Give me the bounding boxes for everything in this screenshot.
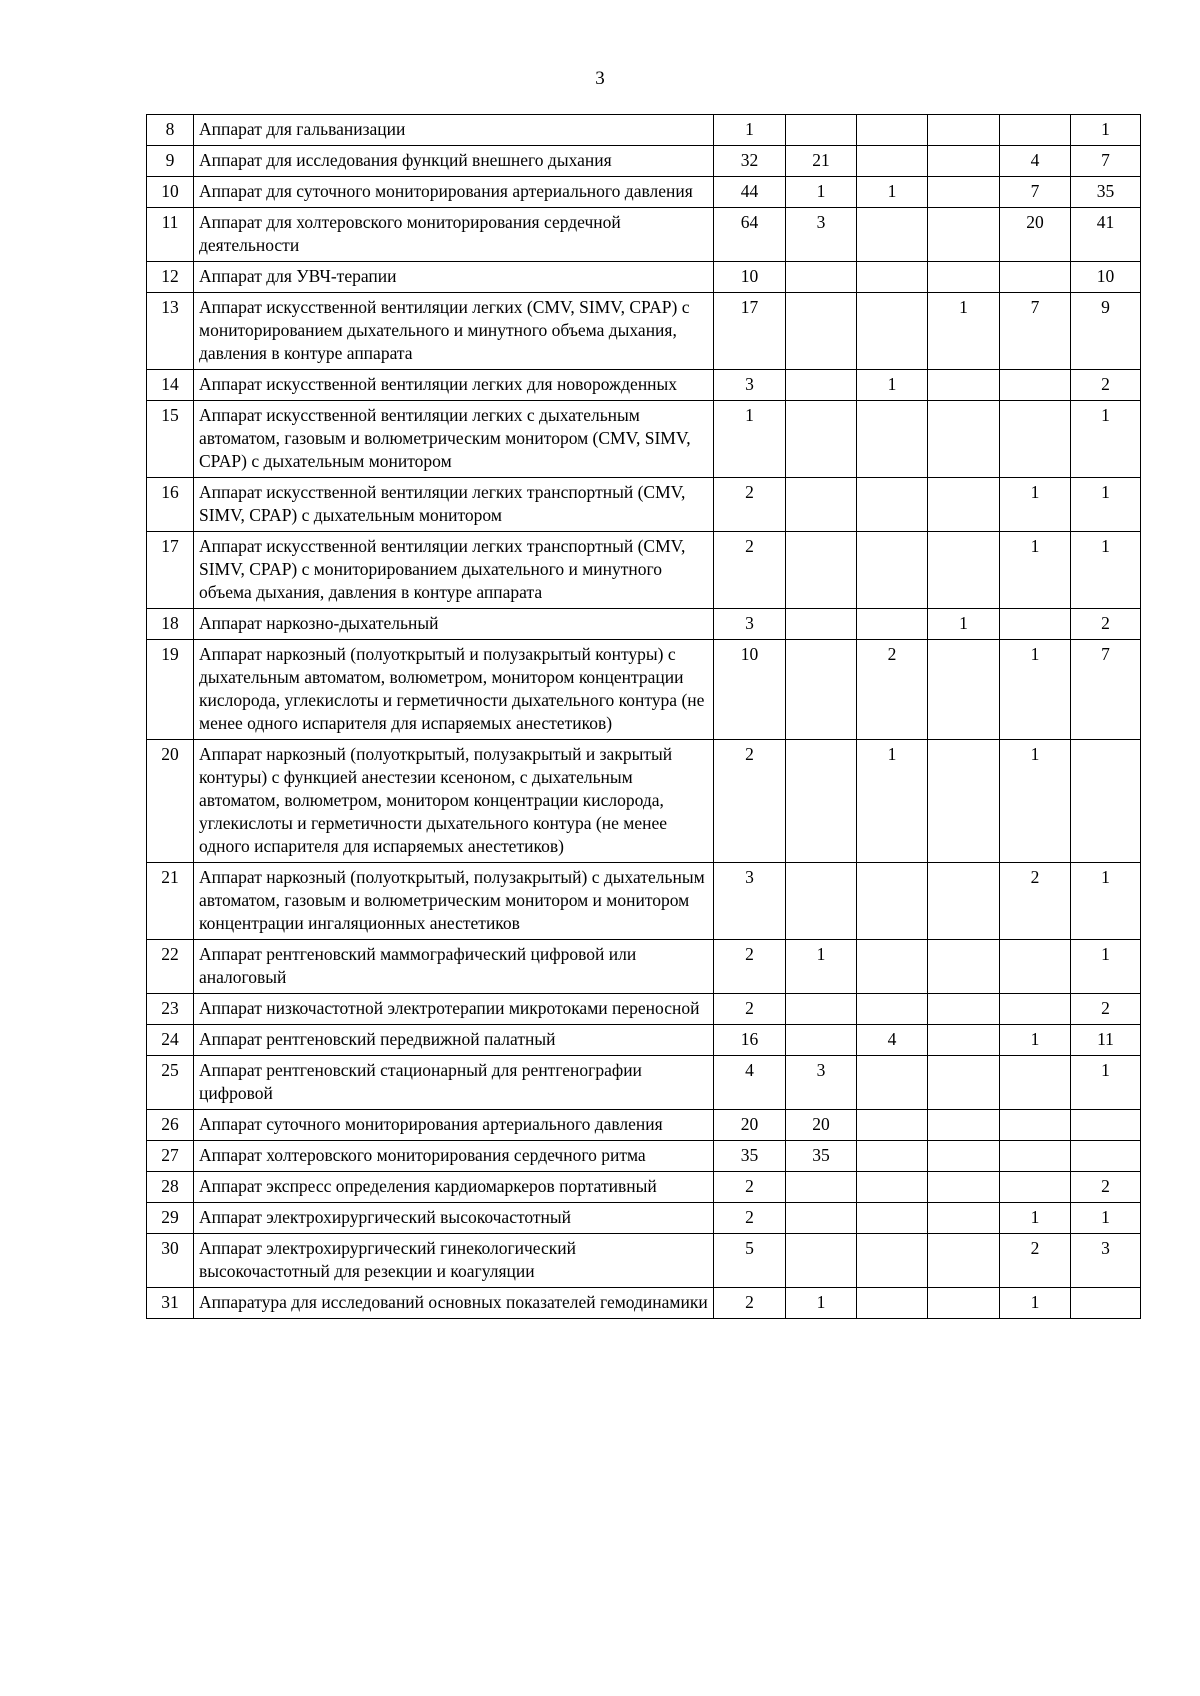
value-cell-6: 41 (1071, 208, 1141, 262)
value-cell-1: 2 (714, 532, 786, 609)
value-cell-5: 7 (1000, 293, 1071, 370)
value-cell-3 (857, 208, 928, 262)
value-cell-1: 5 (714, 1234, 786, 1288)
value-cell-1: 2 (714, 994, 786, 1025)
value-cell-2 (786, 370, 857, 401)
value-cell-2 (786, 115, 857, 146)
value-cell-1: 3 (714, 370, 786, 401)
equipment-name-cell: Аппарат искусственной вентиляции легких транспортный (CMV, SIMV, CPAP) с мониторированием дыхательного и минутного объема дыхания, давления в контуре аппарата (194, 532, 714, 609)
value-cell-4 (928, 1025, 1000, 1056)
value-cell-1: 2 (714, 478, 786, 532)
equipment-name-cell: Аппарат рентгеновский стационарный для рентгенографии цифровой (194, 1056, 714, 1110)
value-cell-1: 2 (714, 740, 786, 863)
row-number-cell: 12 (147, 262, 194, 293)
table-row (147, 1141, 1141, 1172)
value-cell-4 (928, 262, 1000, 293)
row-number-cell: 28 (147, 1172, 194, 1203)
value-cell-5: 1 (1000, 640, 1071, 740)
value-cell-6: 1 (1071, 478, 1141, 532)
equipment-name-cell: Аппарат для исследования функций внешнего дыхания (194, 146, 714, 177)
value-cell-1: 4 (714, 1056, 786, 1110)
value-cell-1: 2 (714, 940, 786, 994)
row-number-cell: 21 (147, 863, 194, 940)
value-cell-2 (786, 1203, 857, 1234)
value-cell-1: 10 (714, 262, 786, 293)
equipment-name-cell: Аппарат искусственной вентиляции легких для новорожденных (194, 370, 714, 401)
row-number-cell: 13 (147, 293, 194, 370)
table-row (147, 478, 1141, 532)
page-number: 3 (595, 68, 605, 89)
value-cell-1: 3 (714, 863, 786, 940)
value-cell-4 (928, 1056, 1000, 1110)
value-cell-3 (857, 1141, 928, 1172)
value-cell-4 (928, 532, 1000, 609)
row-number-cell: 15 (147, 401, 194, 478)
value-cell-3 (857, 1288, 928, 1319)
table-row (147, 640, 1141, 740)
value-cell-2: 1 (786, 1288, 857, 1319)
equipment-name-cell: Аппаратура для исследований основных показателей гемодинамики (194, 1288, 714, 1319)
table-row (147, 609, 1141, 640)
value-cell-1: 20 (714, 1110, 786, 1141)
value-cell-4 (928, 1288, 1000, 1319)
value-cell-2: 21 (786, 146, 857, 177)
equipment-name-cell: Аппарат для холтеровского мониторирования сердечной деятельности (194, 208, 714, 262)
table-row (147, 863, 1141, 940)
value-cell-2 (786, 1172, 857, 1203)
table-row (147, 940, 1141, 994)
value-cell-6: 2 (1071, 370, 1141, 401)
table-row (147, 1203, 1141, 1234)
value-cell-5 (1000, 262, 1071, 293)
table-row (147, 1110, 1141, 1141)
row-number-cell: 11 (147, 208, 194, 262)
table-row (147, 740, 1141, 863)
table-row (147, 1025, 1141, 1056)
equipment-name-cell: Аппарат холтеровского мониторирования сердечного ритма (194, 1141, 714, 1172)
value-cell-4 (928, 1234, 1000, 1288)
value-cell-3 (857, 532, 928, 609)
value-cell-4 (928, 478, 1000, 532)
value-cell-2: 3 (786, 208, 857, 262)
equipment-name-cell: Аппарат искусственной вентиляции легких (CMV, SIMV, CPAP) с мониторированием дыхательного и минутного объема дыхания, давления в контуре аппарата (194, 293, 714, 370)
value-cell-6: 1 (1071, 940, 1141, 994)
row-number-cell: 23 (147, 994, 194, 1025)
value-cell-3 (857, 609, 928, 640)
row-number-cell: 30 (147, 1234, 194, 1288)
value-cell-5: 1 (1000, 478, 1071, 532)
table-row (147, 994, 1141, 1025)
table-row (147, 115, 1141, 146)
value-cell-1: 17 (714, 293, 786, 370)
value-cell-5 (1000, 940, 1071, 994)
value-cell-1: 16 (714, 1025, 786, 1056)
table-row (147, 1288, 1141, 1319)
row-number-cell: 20 (147, 740, 194, 863)
value-cell-1: 2 (714, 1203, 786, 1234)
value-cell-2 (786, 1025, 857, 1056)
value-cell-1: 1 (714, 401, 786, 478)
value-cell-5 (1000, 994, 1071, 1025)
row-number-cell: 10 (147, 177, 194, 208)
value-cell-2 (786, 1234, 857, 1288)
value-cell-3: 1 (857, 740, 928, 863)
value-cell-5: 4 (1000, 146, 1071, 177)
value-cell-3 (857, 1234, 928, 1288)
value-cell-2 (786, 401, 857, 478)
value-cell-3 (857, 994, 928, 1025)
value-cell-3 (857, 1110, 928, 1141)
value-cell-4 (928, 115, 1000, 146)
row-number-cell: 9 (147, 146, 194, 177)
value-cell-5: 1 (1000, 1025, 1071, 1056)
table-row (147, 293, 1141, 370)
row-number-cell: 14 (147, 370, 194, 401)
value-cell-4 (928, 640, 1000, 740)
value-cell-2: 20 (786, 1110, 857, 1141)
value-cell-5 (1000, 115, 1071, 146)
value-cell-2: 3 (786, 1056, 857, 1110)
value-cell-3: 1 (857, 177, 928, 208)
value-cell-3: 4 (857, 1025, 928, 1056)
value-cell-2 (786, 863, 857, 940)
value-cell-2 (786, 640, 857, 740)
value-cell-6: 7 (1071, 146, 1141, 177)
equipment-name-cell: Аппарат искусственной вентиляции легких транспортный (CMV, SIMV, CPAP) с дыхательным монитором (194, 478, 714, 532)
table-row (147, 1056, 1141, 1110)
value-cell-4 (928, 401, 1000, 478)
table-row (147, 146, 1141, 177)
row-number-cell: 31 (147, 1288, 194, 1319)
value-cell-4: 1 (928, 293, 1000, 370)
value-cell-1: 10 (714, 640, 786, 740)
row-number-cell: 17 (147, 532, 194, 609)
row-number-cell: 8 (147, 115, 194, 146)
value-cell-4 (928, 940, 1000, 994)
value-cell-4 (928, 863, 1000, 940)
equipment-name-cell: Аппарат низкочастотной электротерапии микротоками переносной (194, 994, 714, 1025)
value-cell-5 (1000, 1110, 1071, 1141)
value-cell-2 (786, 262, 857, 293)
value-cell-6: 1 (1071, 1203, 1141, 1234)
table-row (147, 1172, 1141, 1203)
equipment-name-cell: Аппарат наркозный (полуоткрытый, полузакрытый и закрытый контуры) с функцией анестезии ксеноном, с дыхательным автоматом, волюметром, монитором концентрации кислорода, углекислоты и герметичности дыхательного контура (не менее одного испарителя для испаряемых анестетиков) (194, 740, 714, 863)
value-cell-3 (857, 115, 928, 146)
equipment-name-cell: Аппарат суточного мониторирования артериального давления (194, 1110, 714, 1141)
value-cell-6 (1071, 1110, 1141, 1141)
value-cell-6: 1 (1071, 401, 1141, 478)
value-cell-5 (1000, 370, 1071, 401)
equipment-name-cell: Аппарат искусственной вентиляции легких с дыхательным автоматом, газовым и волюметрическим монитором (CMV, SIMV, CPAP) с дыхательным монитором (194, 401, 714, 478)
value-cell-3: 2 (857, 640, 928, 740)
value-cell-4 (928, 740, 1000, 863)
value-cell-1: 32 (714, 146, 786, 177)
value-cell-5: 20 (1000, 208, 1071, 262)
equipment-name-cell: Аппарат наркозный (полуоткрытый, полузакрытый) с дыхательным автоматом, газовым и волюметрическим монитором и монитором концентрации ингаляционных анестетиков (194, 863, 714, 940)
value-cell-5: 2 (1000, 1234, 1071, 1288)
value-cell-3 (857, 1056, 928, 1110)
row-number-cell: 18 (147, 609, 194, 640)
value-cell-5 (1000, 1172, 1071, 1203)
value-cell-5: 1 (1000, 1203, 1071, 1234)
value-cell-6: 35 (1071, 177, 1141, 208)
equipment-name-cell: Аппарат рентгеновский маммографический цифровой или аналоговый (194, 940, 714, 994)
value-cell-4 (928, 1203, 1000, 1234)
value-cell-4 (928, 1141, 1000, 1172)
value-cell-1: 44 (714, 177, 786, 208)
value-cell-6: 7 (1071, 640, 1141, 740)
value-cell-5: 2 (1000, 863, 1071, 940)
value-cell-2 (786, 532, 857, 609)
value-cell-2: 35 (786, 1141, 857, 1172)
value-cell-3 (857, 293, 928, 370)
value-cell-6: 11 (1071, 1025, 1141, 1056)
value-cell-6: 9 (1071, 293, 1141, 370)
value-cell-3 (857, 863, 928, 940)
value-cell-1: 2 (714, 1172, 786, 1203)
value-cell-5: 7 (1000, 177, 1071, 208)
row-number-cell: 26 (147, 1110, 194, 1141)
table-row (147, 532, 1141, 609)
table-row (147, 262, 1141, 293)
value-cell-4 (928, 146, 1000, 177)
value-cell-5: 1 (1000, 740, 1071, 863)
value-cell-2 (786, 994, 857, 1025)
value-cell-4 (928, 1172, 1000, 1203)
value-cell-3 (857, 262, 928, 293)
table-row (147, 401, 1141, 478)
value-cell-5 (1000, 1141, 1071, 1172)
row-number-cell: 25 (147, 1056, 194, 1110)
value-cell-1: 64 (714, 208, 786, 262)
value-cell-4 (928, 1110, 1000, 1141)
value-cell-6 (1071, 740, 1141, 863)
value-cell-2 (786, 478, 857, 532)
value-cell-3 (857, 1203, 928, 1234)
equipment-name-cell: Аппарат экспресс определения кардиомаркеров портативный (194, 1172, 714, 1203)
value-cell-4 (928, 370, 1000, 401)
value-cell-6: 3 (1071, 1234, 1141, 1288)
equipment-name-cell: Аппарат электрохирургический высокочастотный (194, 1203, 714, 1234)
value-cell-6 (1071, 1288, 1141, 1319)
value-cell-2 (786, 293, 857, 370)
equipment-name-cell: Аппарат электрохирургический гинекологический высокочастотный для резекции и коагуляции (194, 1234, 714, 1288)
row-number-cell: 27 (147, 1141, 194, 1172)
value-cell-6: 2 (1071, 994, 1141, 1025)
value-cell-3 (857, 940, 928, 994)
row-number-cell: 19 (147, 640, 194, 740)
row-number-cell: 24 (147, 1025, 194, 1056)
value-cell-1: 3 (714, 609, 786, 640)
equipment-name-cell: Аппарат наркозно-дыхательный (194, 609, 714, 640)
value-cell-2 (786, 609, 857, 640)
value-cell-2: 1 (786, 177, 857, 208)
value-cell-5 (1000, 609, 1071, 640)
table-row (147, 370, 1141, 401)
value-cell-6: 2 (1071, 609, 1141, 640)
equipment-name-cell: Аппарат наркозный (полуоткрытый и полузакрытый контуры) с дыхательным автоматом, волюметром, монитором концентрации кислорода, углекислоты и герметичности дыхательного контура (не менее одного испарителя для испаряемых анестетиков) (194, 640, 714, 740)
value-cell-6 (1071, 1141, 1141, 1172)
value-cell-4 (928, 994, 1000, 1025)
table-body (147, 115, 1141, 1319)
value-cell-1: 1 (714, 115, 786, 146)
value-cell-6: 2 (1071, 1172, 1141, 1203)
value-cell-3 (857, 478, 928, 532)
value-cell-4 (928, 177, 1000, 208)
value-cell-6: 1 (1071, 863, 1141, 940)
value-cell-2: 1 (786, 940, 857, 994)
row-number-cell: 16 (147, 478, 194, 532)
value-cell-4: 1 (928, 609, 1000, 640)
value-cell-5 (1000, 401, 1071, 478)
value-cell-4 (928, 208, 1000, 262)
value-cell-5: 1 (1000, 1288, 1071, 1319)
table-row (147, 1234, 1141, 1288)
table-row (147, 177, 1141, 208)
table-row (147, 208, 1141, 262)
equipment-table (146, 114, 1141, 1319)
value-cell-5 (1000, 1056, 1071, 1110)
equipment-name-cell: Аппарат для гальванизации (194, 115, 714, 146)
value-cell-1: 35 (714, 1141, 786, 1172)
value-cell-3 (857, 401, 928, 478)
value-cell-6: 1 (1071, 1056, 1141, 1110)
value-cell-6: 1 (1071, 532, 1141, 609)
value-cell-2 (786, 740, 857, 863)
equipment-name-cell: Аппарат для суточного мониторирования артериального давления (194, 177, 714, 208)
value-cell-3 (857, 1172, 928, 1203)
equipment-name-cell: Аппарат рентгеновский передвижной палатный (194, 1025, 714, 1056)
row-number-cell: 29 (147, 1203, 194, 1234)
value-cell-1: 2 (714, 1288, 786, 1319)
value-cell-3 (857, 146, 928, 177)
value-cell-3: 1 (857, 370, 928, 401)
value-cell-6: 1 (1071, 115, 1141, 146)
row-number-cell: 22 (147, 940, 194, 994)
equipment-name-cell: Аппарат для УВЧ-терапии (194, 262, 714, 293)
value-cell-6: 10 (1071, 262, 1141, 293)
value-cell-5: 1 (1000, 532, 1071, 609)
